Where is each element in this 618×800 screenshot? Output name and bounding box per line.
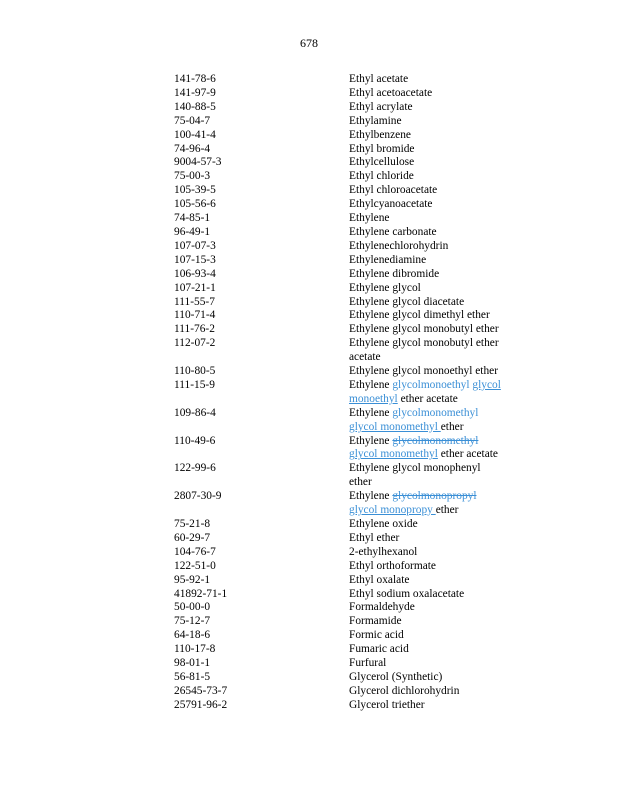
- table-row: [174, 129, 534, 143]
- chemical-name: Ethyl ether: [349, 531, 400, 544]
- table-row: [174, 657, 534, 671]
- table-row: [174, 601, 534, 615]
- table-row: [174, 615, 534, 629]
- deleted-text: glycolmonomethyl: [392, 434, 479, 447]
- chemical-name: Formaldehyde: [349, 601, 415, 614]
- chemical-name: 2-ethylhexanol: [349, 545, 418, 558]
- chemical-name: Ethylenediamine: [349, 253, 427, 266]
- name-line: Ethylene glycol monobutyl ether: [349, 337, 499, 350]
- chemical-name: Ethylene dibromide: [349, 267, 440, 280]
- chemical-name: Ethyl chloroacetate: [349, 184, 438, 197]
- table-row: [174, 184, 534, 198]
- chemical-name: [349, 435, 519, 463]
- table-row: [174, 671, 534, 685]
- cas-number: 122-51-0: [174, 559, 216, 572]
- table-row: [174, 435, 534, 463]
- table-row: [174, 170, 534, 184]
- name-prefix: Ethylene: [349, 378, 393, 391]
- name-prefix: Ethylene: [349, 434, 393, 447]
- cas-number: 64-18-6: [174, 629, 211, 642]
- chemical-name: Ethylene glycol: [349, 281, 421, 294]
- chemical-name: Ethylcyanoacetate: [349, 198, 433, 211]
- cas-number: 111-15-9: [174, 378, 215, 391]
- table-row: [174, 87, 534, 101]
- cas-number: 95-92-1: [174, 573, 211, 586]
- inserted-text: monoethyl: [349, 392, 398, 405]
- chemical-name: Ethylene glycol monobutyl ether: [349, 323, 499, 336]
- table-row: [174, 337, 534, 365]
- name-line: acetate: [349, 351, 381, 364]
- chemical-name: [349, 379, 519, 407]
- cas-number: 2807-30-9: [174, 490, 222, 503]
- inserted-text: glycolmonomethyl: [392, 406, 479, 419]
- table-row: [174, 588, 534, 602]
- table-row: [174, 254, 534, 268]
- table-row: [174, 629, 534, 643]
- chemical-name: Ethyl sodium oxalacetate: [349, 587, 465, 600]
- chemical-name: Ethylenechlorohydrin: [349, 239, 449, 252]
- table-row: [174, 560, 534, 574]
- table-row: [174, 115, 534, 129]
- cas-number: 96-49-1: [174, 225, 211, 238]
- table-row: [174, 226, 534, 240]
- table-row: [174, 198, 534, 212]
- cas-number: 111-76-2: [174, 323, 215, 336]
- table-row: [174, 643, 534, 657]
- table-row: [174, 546, 534, 560]
- chemical-name: Ethylcellulose: [349, 156, 415, 169]
- cas-number: 98-01-1: [174, 657, 211, 670]
- chemical-name: Glycerol (Synthetic): [349, 670, 443, 683]
- chemical-name: Ethyl acetate: [349, 73, 409, 85]
- name-line: ether: [349, 476, 372, 489]
- inserted-text: glycolmonoethyl: [392, 378, 470, 391]
- chemical-name: Ethyl orthoformate: [349, 559, 436, 572]
- chemical-name: Ethylene oxide: [349, 518, 418, 530]
- chemical-name: Ethyl acetoacetate: [349, 86, 433, 99]
- cas-number: 110-80-5: [174, 365, 216, 378]
- cas-number: 140-88-5: [174, 100, 216, 113]
- cas-number: 106-93-4: [174, 267, 216, 280]
- table-row: [174, 407, 534, 435]
- cas-number: 74-96-4: [174, 142, 211, 155]
- name-suffix: ether acetate: [437, 448, 498, 461]
- chemical-name: [349, 407, 519, 435]
- chemical-name: Ethylene glycol diacetate: [349, 295, 465, 308]
- chemical-name: Formamide: [349, 615, 402, 628]
- table-row: [174, 323, 534, 337]
- cas-number: 141-78-6: [174, 73, 216, 85]
- deleted-text: glycolmonopropyl: [392, 490, 477, 503]
- cas-number: 9004-57-3: [174, 156, 222, 169]
- cas-number: 107-15-3: [174, 253, 216, 266]
- name-suffix: ether: [440, 420, 464, 433]
- table-row: [174, 240, 534, 254]
- table-row: [174, 462, 534, 490]
- chemical-name: Ethylene carbonate: [349, 225, 437, 238]
- cas-number: 75-21-8: [174, 518, 211, 530]
- inserted-text: glycol monomethyl: [349, 420, 441, 433]
- table-row: [174, 490, 534, 518]
- chemical-name: Ethyl chloride: [349, 170, 414, 183]
- table-row: [174, 518, 534, 532]
- chemical-name: Ethyl acrylate: [349, 100, 413, 113]
- cas-number: 104-76-7: [174, 545, 216, 558]
- cas-number: 74-85-1: [174, 212, 211, 225]
- chemical-name: Ethylamine: [349, 114, 402, 127]
- chemical-name: Furfural: [349, 657, 387, 670]
- table-row: [174, 532, 534, 546]
- table-row: [174, 309, 534, 323]
- cas-number: 75-04-7: [174, 114, 211, 127]
- cas-number: 26545-73-7: [174, 684, 228, 697]
- cas-number: 60-29-7: [174, 531, 211, 544]
- table-row: [174, 156, 534, 170]
- chemical-name: [349, 490, 519, 518]
- chemical-name: Ethylene glycol monoethyl ether: [349, 365, 498, 378]
- table-row: [174, 143, 534, 157]
- table-row: [174, 379, 534, 407]
- cas-number: 105-56-6: [174, 198, 216, 211]
- cas-number: 105-39-5: [174, 184, 216, 197]
- table-row: [174, 268, 534, 282]
- chemical-name: Ethyl oxalate: [349, 573, 410, 586]
- table-row: [174, 73, 534, 87]
- cas-number: 109-86-4: [174, 406, 216, 419]
- chemical-name: Ethylene: [349, 212, 390, 225]
- name-prefix: Ethylene: [349, 490, 393, 503]
- cas-number: 75-12-7: [174, 615, 211, 628]
- chemical-name: Ethyl bromide: [349, 142, 415, 155]
- cas-number: 75-00-3: [174, 170, 211, 183]
- inserted-text: glycol monomethyl: [349, 448, 438, 461]
- table-row: [174, 101, 534, 115]
- table-row: [174, 699, 534, 713]
- cas-number: 110-49-6: [174, 434, 216, 447]
- table-row: [174, 282, 534, 296]
- cas-number: 25791-96-2: [174, 698, 228, 711]
- chemical-name: Ethylene glycol dimethyl ether: [349, 309, 490, 322]
- chemical-name: Ethylbenzene: [349, 128, 411, 141]
- cas-number: 112-07-2: [174, 337, 216, 350]
- name-suffix: ether acetate: [397, 392, 458, 405]
- chemical-name: [349, 462, 519, 490]
- table-row: [174, 685, 534, 699]
- cas-number: 110-17-8: [174, 643, 216, 656]
- chemical-name: Formic acid: [349, 629, 404, 642]
- cas-number: 107-07-3: [174, 239, 216, 252]
- cas-number: 110-71-4: [174, 309, 216, 322]
- table-row: [174, 212, 534, 226]
- chemical-table: [174, 73, 534, 713]
- name-prefix: Ethylene: [349, 406, 393, 419]
- cas-number: 111-55-7: [174, 295, 215, 308]
- cas-number: 107-21-1: [174, 281, 216, 294]
- inserted-text: glycol monopropy: [349, 504, 436, 517]
- page-number: 678: [300, 36, 318, 50]
- name-line: Ethylene glycol monophenyl: [349, 462, 481, 475]
- chemical-name: [349, 337, 519, 365]
- name-suffix: ether: [435, 504, 459, 517]
- chemical-name: Fumaric acid: [349, 643, 409, 656]
- chemical-name: Glycerol dichlorohydrin: [349, 684, 460, 697]
- table-row: [174, 365, 534, 379]
- table-row: [174, 574, 534, 588]
- cas-number: 50-00-0: [174, 601, 211, 614]
- chemical-name: Glycerol triether: [349, 698, 425, 711]
- cas-number: 56-81-5: [174, 670, 211, 683]
- table-row: [174, 296, 534, 310]
- cas-number: 141-97-9: [174, 86, 216, 99]
- inserted-text: glycol: [472, 378, 501, 391]
- cas-number: 41892-71-1: [174, 587, 228, 600]
- cas-number: 100-41-4: [174, 128, 216, 141]
- cas-number: 122-99-6: [174, 462, 216, 475]
